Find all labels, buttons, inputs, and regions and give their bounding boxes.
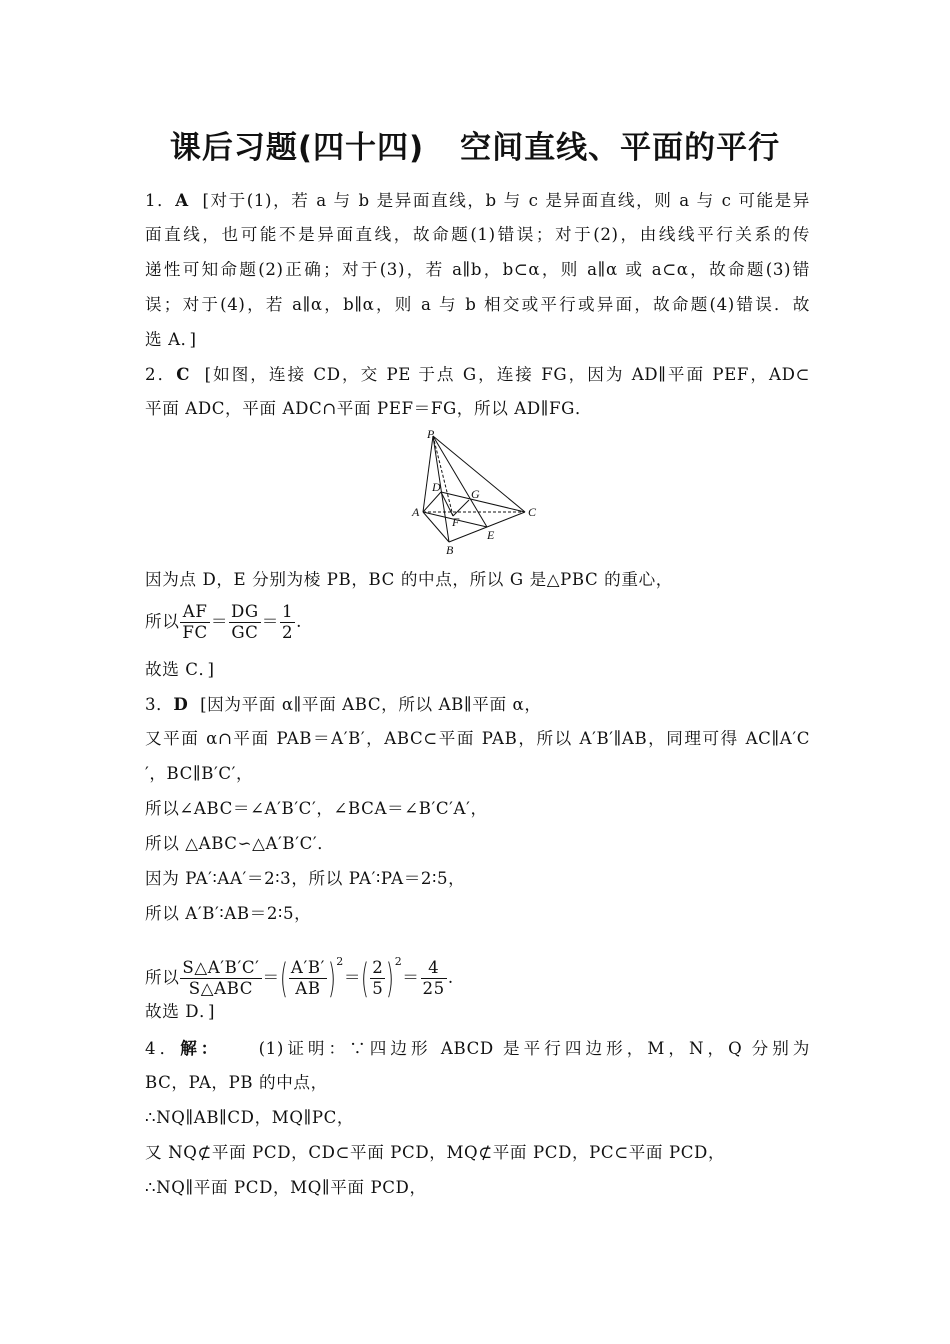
label-E: E [487,528,495,542]
geometry-figure [405,428,545,560]
edge-PA [423,436,433,512]
q3-line-7: 所以 A′B′∶AB＝2∶5， [145,904,312,923]
q1-answer: A [175,190,189,210]
q1-line-1: 1．A [对于(1)，若 a 与 b 是异面直线，b 与 c 是异面直线，则 a 与 c 可能是异 [145,190,810,210]
fraction-af-fc: $\frac{AF}{FC}$ [182,602,208,642]
title-part-1: 课后习题(四十四) [169,130,425,166]
q3-line-5: 所以 △ABC∽△A′B′C′． [145,834,335,853]
edge-FG [453,500,469,516]
fraction-dg-gc: $\frac{DG}{GC}$ [231,602,259,642]
label-G: G [471,487,480,501]
label-B: B [446,543,454,557]
q3-line-1: 3．D [因为平面 α∥平面 ABC，所以 AB∥平面 α， [145,694,542,714]
label-C: C [528,505,537,519]
fraction-four-25ths: $\frac{4}{25}$ [422,958,445,998]
q3-answer: D [173,694,189,714]
q4-label: 解： [180,1038,222,1058]
q1-line-2: 面直线，也可能不是异面直线，故命题(1)错误；对于(2)，由线线平行关系的传 [145,225,810,244]
q3-line-4: 所以∠ABC＝∠A′B′C′，∠BCA＝∠B′C′A′， [145,799,488,818]
title-part-2: 空间直线、平面的平行 [460,130,781,166]
exponent-2: 2 [394,955,403,968]
exponent-1: 2 [336,955,344,968]
q4-line-5: ∴NQ∥平面 PCD，MQ∥平面 PCD， [145,1178,427,1197]
q3-line-9: 故选 D．] [145,1002,216,1021]
q3-line-8: 所以 $\frac{S\triangle A'B'C'}{\text{S△ABC}}$ ＝( $\frac{A'B'}{AB}$ )$^2$＝( $\frac{2}{5}$ )$^2$＝ $\frac{4}{25}$ . [145,955,454,1002]
label-A: A [412,505,420,519]
edge-PE [433,436,487,527]
q3-line-2: 又平面 α∩平面 PAB＝A′B′，ABC⊂平面 PAB，所以 A′B′∥AB，同理可得 AC∥A′C [145,729,810,748]
fraction-two-fifths: $\frac{2}{5}$ [372,958,384,998]
q2-line-3: 因为点 D，E 分别为棱 PB，BC 的中点，所以 G 是△PBC 的重心， [145,570,673,589]
q3-line-6: 因为 PA′∶AA′＝2∶3，所以 PA′∶PA＝2∶5， [145,869,466,888]
fraction-side-ratio: $\frac{A'B'}{AB}$ [290,958,326,998]
label-D: D [432,480,441,494]
q4-line-3: ∴NQ∥AB∥CD，MQ∥PC， [145,1108,355,1127]
q1-line-4: 误；对于(4)，若 a∥α，b∥α，则 a 与 b 相交或平行或异面，故命题(4)错误．故 [145,295,810,314]
q4-line-1: 4．解： (1)证明：∵四边形 ABCD 是平行四边形，M，N，Q 分别为 [145,1038,810,1058]
q4-line-2: BC，PA，PB 的中点， [145,1073,328,1092]
fraction-area-ratio: $\frac{S\triangle A'B'C'}{\text{S△ABC}}$ [182,958,260,998]
q3-line-3: ′，BC∥B′C′， [145,764,254,783]
page-title [0,122,950,167]
q2-line-5: 故选 C．] [145,660,215,679]
q1-line-3: 递性可知命题(2)正确；对于(3)，若 a∥b，b⊂α，则 a∥α 或 a⊂α，故命题(3)错 [145,260,810,279]
q2-line-4: 所以 $\frac{AF}{FC}$ ＝ $\frac{DG}{GC}$ ＝ $\frac{1}{2}$ . [145,602,303,642]
fraction-one-half: $\frac{1}{2}$ [281,602,294,642]
q2-line-1: 2．C [如图，连接 CD，交 PE 于点 G，连接 FG，因为 AD∥平面 PEF，AD⊂ [145,364,810,384]
label-P: P [427,428,435,441]
q1-line-5: 选 A．] [145,330,197,349]
q4-line-4: 又 NQ⊄平面 PCD，CD⊂平面 PCD，MQ⊄平面 PCD，PC⊂平面 PCD， [145,1143,726,1162]
label-F: F [452,515,460,529]
q2-line-2: 平面 ADC，平面 ADC∩平面 PEF＝FG，所以 AD∥FG． [145,399,593,418]
q2-answer: C [176,364,190,384]
